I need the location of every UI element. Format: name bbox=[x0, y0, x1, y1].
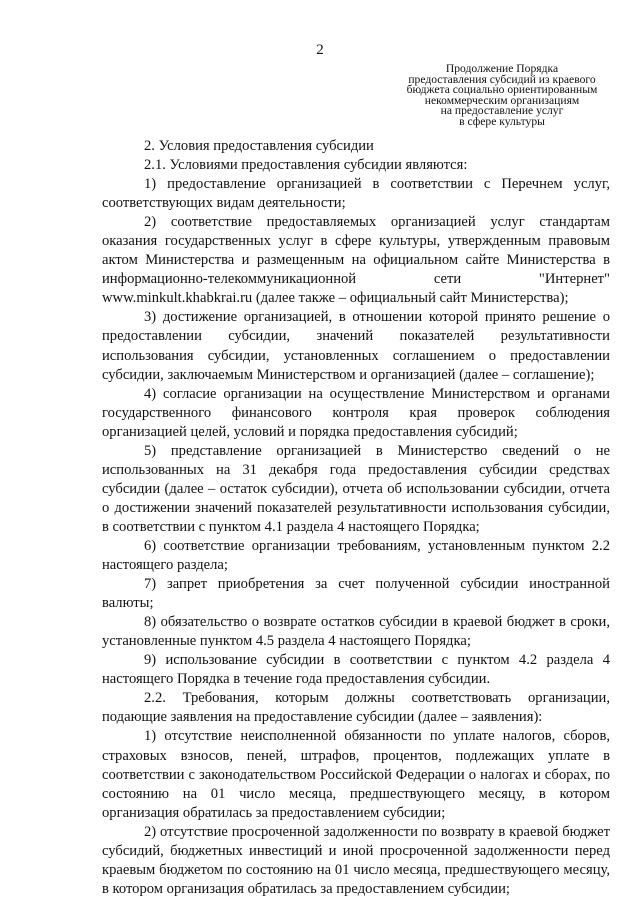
header-line: на предоставление услуг bbox=[440, 104, 564, 118]
page-number: 2 bbox=[316, 42, 324, 58]
paragraph: 1) отсутствие неисполненной обязанности по уплате налогов, сборов, страховых взносов, пеней, штрафов, процентов, подлежащих уплате в соответствии с законодательством Российской Федерации о налогах и сборах, по состоянию на 01 число месяца, предшествующего месяцу, в котором организация обратилась за предоставлением субсидии; bbox=[102, 728, 610, 821]
document-header bbox=[392, 64, 612, 128]
document-body bbox=[102, 137, 610, 899]
paragraph: 5) представление организацией в Министерство сведений о не использованных на 31 декабря года предоставления субсидии средствах субсидии (далее – остаток субсидии), отчета об использовании субсидии, отчета о достижении значений показателей результативности использования субсидии, в соответствии с пунктом 4.1 раздела 4 настоящего Порядка; bbox=[102, 442, 610, 535]
paragraph: 3) достижение организацией, в отношении которой принято решение о предоставлении субсидии, значений показателей результативности использования субсидии, установленных соглашением о предоставлении субсидии, заключаемым Министерством и организацией (далее – соглашение); bbox=[102, 309, 610, 383]
paragraph: 2) отсутствие просроченной задолженности по возврату в краевой бюджет субсидий, бюджетных инвестиций и иной просроченной задолженности перед краевым бюджетом по состоянию на 01 число месяца, предшествующего месяцу, в котором организация обратилась за предоставлением субсидии; bbox=[102, 823, 610, 897]
paragraph: 8) обязательство о возврате остатков субсидии в краевой бюджет в сроки, установленные пунктом 4.5 раздела 4 настоящего Порядка; bbox=[102, 614, 610, 650]
paragraph: 6) соответствие организации требованиям, установленным пунктом 2.2 настоящего раздела; bbox=[102, 537, 610, 574]
paragraph: 1) предоставление организацией в соответствии с Перечнем услуг, соответствующих видам деятельности; bbox=[102, 176, 610, 212]
header-line: в сфере культуры bbox=[459, 114, 545, 128]
section-heading: 2. Условия предоставления субсидии bbox=[144, 138, 374, 154]
paragraph: 4) согласие организации на осуществление Министерством и органами государственного финансового контроля края проверок соблюдения организацией целей, условий и порядка предоставления субсидий; bbox=[102, 385, 610, 440]
header-line: некоммерческим организациям bbox=[424, 93, 580, 107]
paragraph: 2) соответствие предоставляемых организацией услуг стандартам оказания государственных услуг в сфере культуры, утвержденным правовым актом Министерства и размещенным на официальном сайте Министерства в информационно-телекоммуникационной сети "Интернет" www.minkult.khabkrai.ru (далее также – официальный сайт Министерства); bbox=[102, 214, 610, 307]
paragraph: 9) использование субсидии в соответствии с пунктом 4.2 раздела 4 настоящего Порядка в течение года предоставления субсидии. bbox=[102, 652, 610, 688]
paragraph: 2.2. Требования, которым должны соответствовать организации, подающие заявления на предоставление субсидии (далее – заявления): bbox=[102, 690, 610, 726]
header-line: предоставления субсидий из краевого bbox=[408, 72, 596, 86]
paragraph: 2.1. Условиями предоставления субсидии являются: bbox=[144, 157, 468, 174]
header-line: Продолжение Порядка bbox=[445, 62, 559, 75]
paragraph: 7) запрет приобретения за счет полученной субсидии иностранной валюты; bbox=[102, 576, 610, 612]
header-line: бюджета социально ориентированным bbox=[406, 83, 598, 97]
